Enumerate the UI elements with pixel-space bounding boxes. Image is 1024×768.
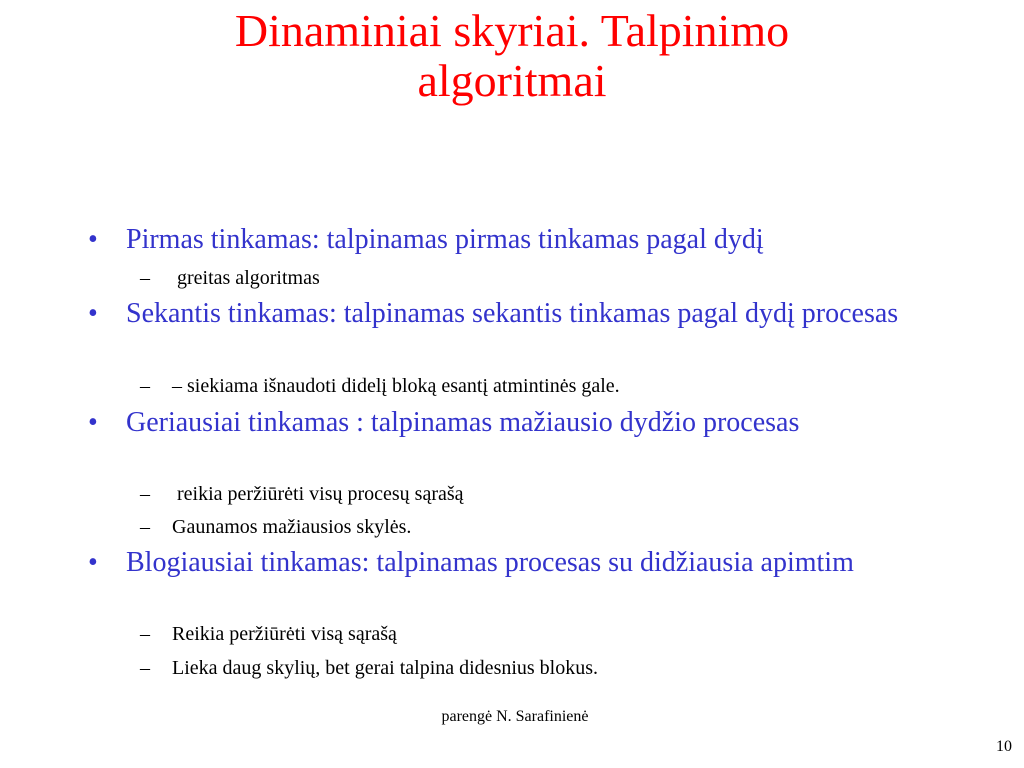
bullet-icon: • (88, 547, 98, 578)
sub-bullet-text: greitas algoritmas (172, 267, 320, 289)
dash-icon: – (140, 267, 150, 289)
slide-footer: parengė N. Sarafinienė (441, 708, 589, 725)
bullet-icon: • (88, 224, 98, 255)
sub-bullet-text: Reikia peržiūrėti visą sąrašą (172, 623, 397, 645)
dash-icon: – (140, 375, 150, 397)
slide-title (80, 6, 944, 106)
bullet-icon: • (88, 298, 98, 329)
bullet-text: Geriausiai tinkamas : talpinamas mažiausio dydžio procesas (126, 407, 800, 438)
bullet-icon: • (88, 407, 98, 438)
dash-icon: – (140, 483, 150, 505)
bullet-text: Blogiausiai tinkamas: talpinamas procesas su didžiausia apimtim (126, 547, 854, 578)
dash-icon: – (140, 657, 150, 679)
sub-bullet-text: Lieka daug skylių, bet gerai talpina didesnius blokus. (172, 657, 599, 679)
page-number: 10 (996, 738, 1012, 755)
dash-icon: – (140, 516, 150, 538)
dash-icon: – (140, 623, 150, 645)
bullet-text: Pirmas tinkamas: talpinamas pirmas tinkamas pagal dydį (126, 224, 764, 255)
sub-bullet-text: – siekiama išnaudoti didelį bloką esantį atmintinės gale. (172, 375, 620, 397)
slide-title-line-1: Dinaminiai skyriai. Talpinimo (234, 5, 790, 56)
slide-title-line-2: algoritmai (417, 55, 607, 106)
bullet-text: Sekantis tinkamas: talpinamas sekantis tinkamas pagal dydį procesas (126, 298, 899, 329)
sub-bullet-text: Gaunamos mažiausios skylės. (172, 516, 412, 538)
sub-bullet-text: reikia peržiūrėti visų procesų sąrašą (172, 483, 464, 505)
